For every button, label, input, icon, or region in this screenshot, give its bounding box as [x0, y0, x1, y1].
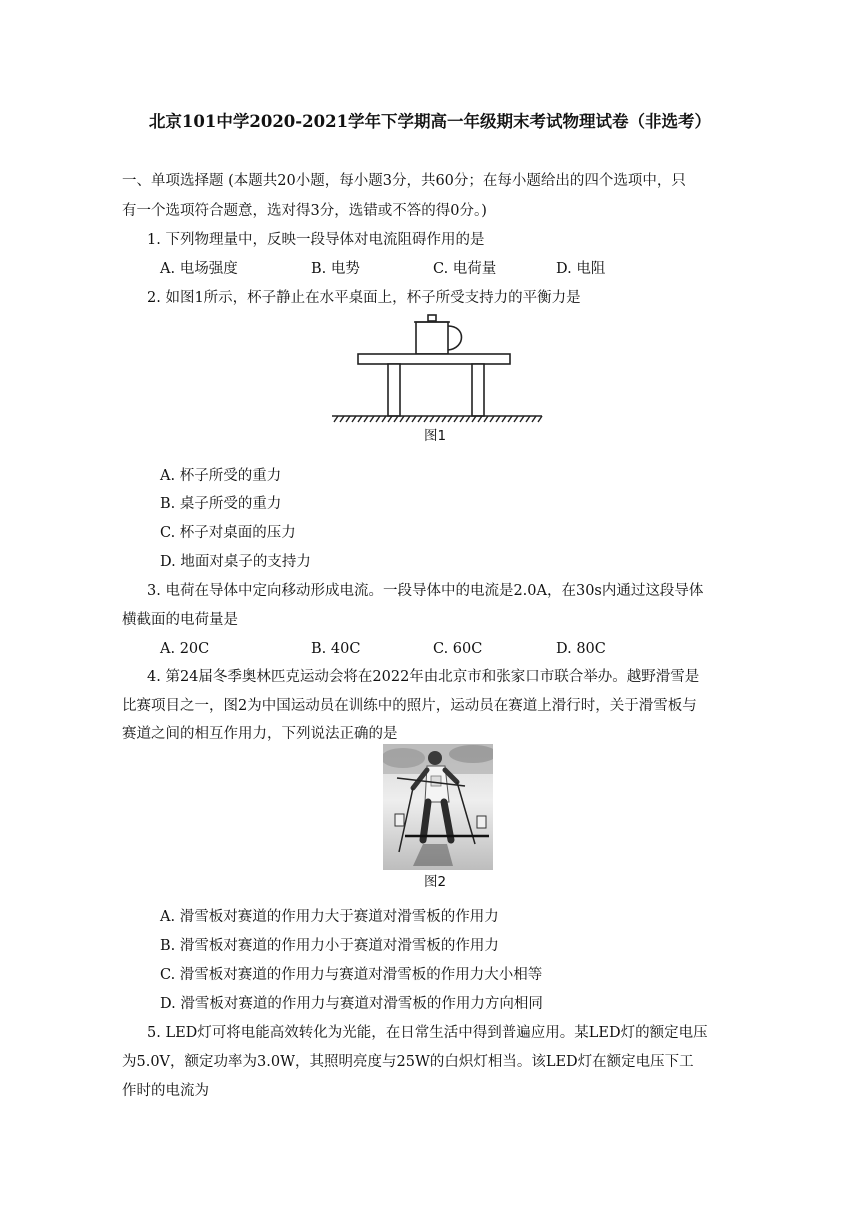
q4-stem-line1: 4. 第24届冬季奥林匹克运动会将在2022年由北京市和张家口市联合举办。越野滑雪是 [147, 669, 700, 685]
q1-option-c: C. 电荷量 [433, 261, 497, 277]
q1-option-b: B. 电势 [311, 261, 360, 277]
q2-option-b: B. 桌子所受的重力 [160, 496, 282, 512]
q4-option-d: D. 滑雪板对赛道的作用力与赛道对滑雪板的作用力方向相同 [160, 996, 543, 1012]
q4-stem-line2: 比赛项目之一，图2为中国运动员在训练中的照片，运动员在赛道上滑行时，关于滑雪板与 [122, 698, 697, 714]
q4-stem-line3: 赛道之间的相互作用力，下列说法正确的是 [122, 726, 398, 742]
figure-1-caption: 图1 [424, 428, 447, 444]
q3-option-c: C. 60C [433, 641, 483, 657]
table-illustration [358, 354, 510, 416]
section-heading-line1: 一、单项选择题 (本题共20小题，每小题3分，共60分；在每小题给出的四个选项中，只 [122, 173, 686, 189]
q3-stem-line1: 3. 电荷在导体中定向移动形成电流。一段导体中的电流是2.0A，在30s内通过这段导体 [147, 583, 704, 599]
q1-stem: 1. 下列物理量中，反映一段导体对电流阻碍作用的是 [147, 232, 485, 248]
q5-stem-line3: 作时的电流为 [122, 1083, 209, 1099]
q2-option-a: A. 杯子所受的重力 [160, 468, 282, 484]
cup-illustration [414, 315, 462, 354]
section-heading-line2: 有一个选项符合题意，选对得3分，选错或不答的得0分。) [122, 203, 487, 219]
figure-1-cup-on-table [330, 304, 545, 428]
q2-option-d: D. 地面对桌子的支持力 [160, 554, 311, 570]
q5-stem-line2: 为5.0V，额定功率为3.0W，其照明亮度与25W的白炽灯相当。该LED灯在额定电压下工 [122, 1054, 694, 1070]
q4-option-c: C. 滑雪板对赛道的作用力与赛道对滑雪板的作用力大小相等 [160, 967, 543, 983]
ground-illustration [332, 416, 542, 422]
q3-option-d: D. 80C [556, 641, 606, 657]
q2-option-c: C. 杯子对桌面的压力 [160, 525, 296, 541]
q3-option-a: A. 20C [160, 641, 210, 657]
q3-option-b: B. 40C [311, 641, 361, 657]
q1-option-a: A. 电场强度 [160, 261, 238, 277]
page-title: 北京101中学2020-2021学年下学期高一年级期末考试物理试卷（非选考） [148, 112, 712, 131]
q4-option-b: B. 滑雪板对赛道的作用力小于赛道对滑雪板的作用力 [160, 938, 499, 954]
figure-2-skier-photo [383, 744, 493, 870]
figure-2-caption: 图2 [424, 874, 447, 890]
q5-stem-line1: 5. LED灯可将电能高效转化为光能，在日常生活中得到普遍应用。某LED灯的额定电压 [147, 1025, 708, 1041]
q2-stem: 2. 如图1所示，杯子静止在水平桌面上，杯子所受支持力的平衡力是 [147, 290, 581, 306]
q3-stem-line2: 横截面的电荷量是 [122, 612, 238, 628]
q1-option-d: D. 电阻 [556, 261, 606, 277]
q4-option-a: A. 滑雪板对赛道的作用力大于赛道对滑雪板的作用力 [160, 909, 499, 925]
